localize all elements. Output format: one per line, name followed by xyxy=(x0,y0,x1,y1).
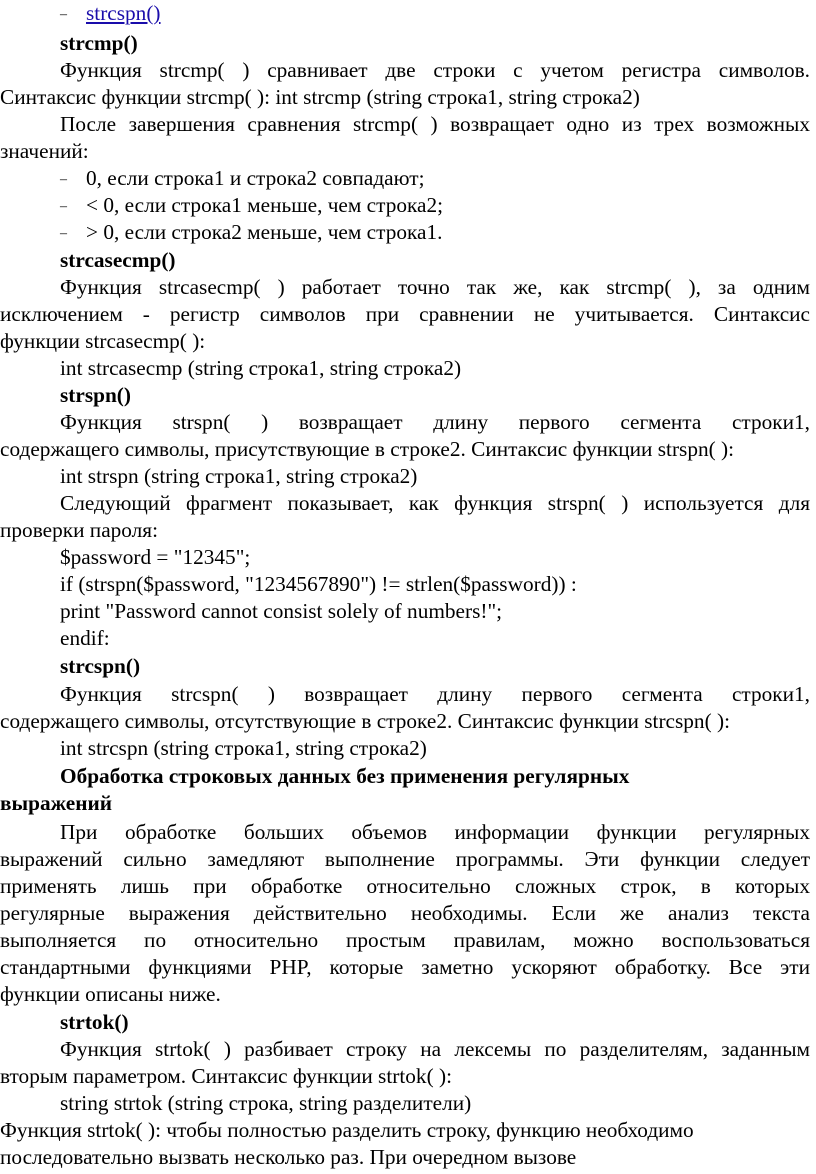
list-item-text: 0, если строка1 и строка2 совпадают; xyxy=(86,166,425,190)
paragraph-line: проверки пароля: xyxy=(0,518,159,542)
list-dash: – xyxy=(60,172,67,187)
heading-strcmp: strcmp() xyxy=(60,31,138,55)
paragraph-line: исключением - регистр символов при сравнении не учитывается. Синтаксис xyxy=(0,302,810,326)
list-item-text: > 0, если строка2 меньше, чем строка1. xyxy=(86,220,443,244)
list-dash: – xyxy=(60,226,67,241)
syntax-line: string strtok (string строка, string разделители) xyxy=(60,1091,472,1115)
code-line: if (strspn($password, "1234567890") != strlen($password)) : xyxy=(60,572,577,596)
paragraph-line: функции описаны ниже. xyxy=(0,982,221,1006)
paragraph-line: Функция strtok( ): чтобы полностью разделить строку, функцию необходимо xyxy=(0,1118,694,1142)
paragraph-line: После завершения сравнения strcmp( ) возвращает одно из трех возможных xyxy=(60,112,810,136)
heading-strtok: strtok() xyxy=(60,1010,129,1034)
list-item-text: < 0, если строка1 меньше, чем строка2; xyxy=(86,193,444,217)
paragraph-line: содержащего символы, отсутствующие в строке2. Синтаксис функции strcspn( ): xyxy=(0,709,731,733)
paragraph-line: Функция strtok( ) разбивает строку на лексемы по разделителям, заданным xyxy=(60,1037,810,1061)
paragraph-line: выполняется по относительно простым правилам, можно воспользоваться xyxy=(0,928,810,952)
paragraph-line: Синтаксис функции strcmp( ): int strcmp (string строка1, string строка2) xyxy=(0,85,640,109)
syntax-line: int strspn (string строка1, string строка2) xyxy=(60,464,418,488)
paragraph-line: применять лишь при обработке относительно сложных строк, в которых xyxy=(0,874,810,898)
heading-strcasecmp: strcasecmp() xyxy=(60,248,176,272)
code-line: endif: xyxy=(60,626,110,650)
paragraph-line: содержащего символы, присутствующие в строке2. Синтаксис функции strspn( ): xyxy=(0,437,735,461)
paragraph-line: Следующий фрагмент показывает, как функция strspn( ) используется для xyxy=(60,491,810,515)
paragraph-line: регулярные выражения действительно необходимы. Если же анализ текста xyxy=(0,901,810,925)
syntax-line: int strcspn (string строка1, string строка2) xyxy=(60,736,427,760)
list-dash: – xyxy=(60,7,67,22)
paragraph-line: последовательно вызвать несколько раз. При очередном вызове xyxy=(0,1145,577,1169)
code-line: print "Password cannot consist solely of numbers!"; xyxy=(60,599,503,623)
paragraph-line: значений: xyxy=(0,139,89,163)
paragraph-line: вторым параметром. Синтаксис функции strtok( ): xyxy=(0,1064,452,1088)
paragraph-line: Функция strcspn( ) возвращает длину первого сегмента строки1, xyxy=(60,682,810,706)
section-heading: Обработка строковых данных без применения регулярных xyxy=(60,764,630,788)
paragraph-line: Функция strcasecmp( ) работает точно так же, как strcmp( ), за одним xyxy=(60,275,810,299)
paragraph-line: При обработке больших объемов информации функции регулярных xyxy=(60,820,810,844)
paragraph-line: стандартными функциями PHP, которые заметно ускоряют обработку. Все эти xyxy=(0,955,810,979)
paragraph-line: функции strcasecmp( ): xyxy=(0,329,206,353)
strcspn-link[interactable]: strcspn() xyxy=(86,1,161,25)
list-dash: – xyxy=(60,199,67,214)
paragraph-line: выражений сильно замедляют выполнение программы. Эти функции следует xyxy=(0,847,810,871)
list-item-link xyxy=(60,0,161,28)
list-item xyxy=(60,165,424,193)
code-line: $password = "12345"; xyxy=(60,545,251,569)
paragraph-line: Функция strspn( ) возвращает длину первого сегмента строки1, xyxy=(60,410,810,434)
list-item xyxy=(60,192,443,220)
list-item xyxy=(60,219,442,247)
heading-strspn: strspn() xyxy=(60,383,131,407)
syntax-line: int strcasecmp (string строка1, string строка2) xyxy=(60,356,462,380)
paragraph-line: Функция strcmp( ) сравнивает две строки с учетом регистра символов. xyxy=(60,58,810,82)
section-heading: выражений xyxy=(0,791,113,815)
heading-strcspn: strcspn() xyxy=(60,654,141,678)
